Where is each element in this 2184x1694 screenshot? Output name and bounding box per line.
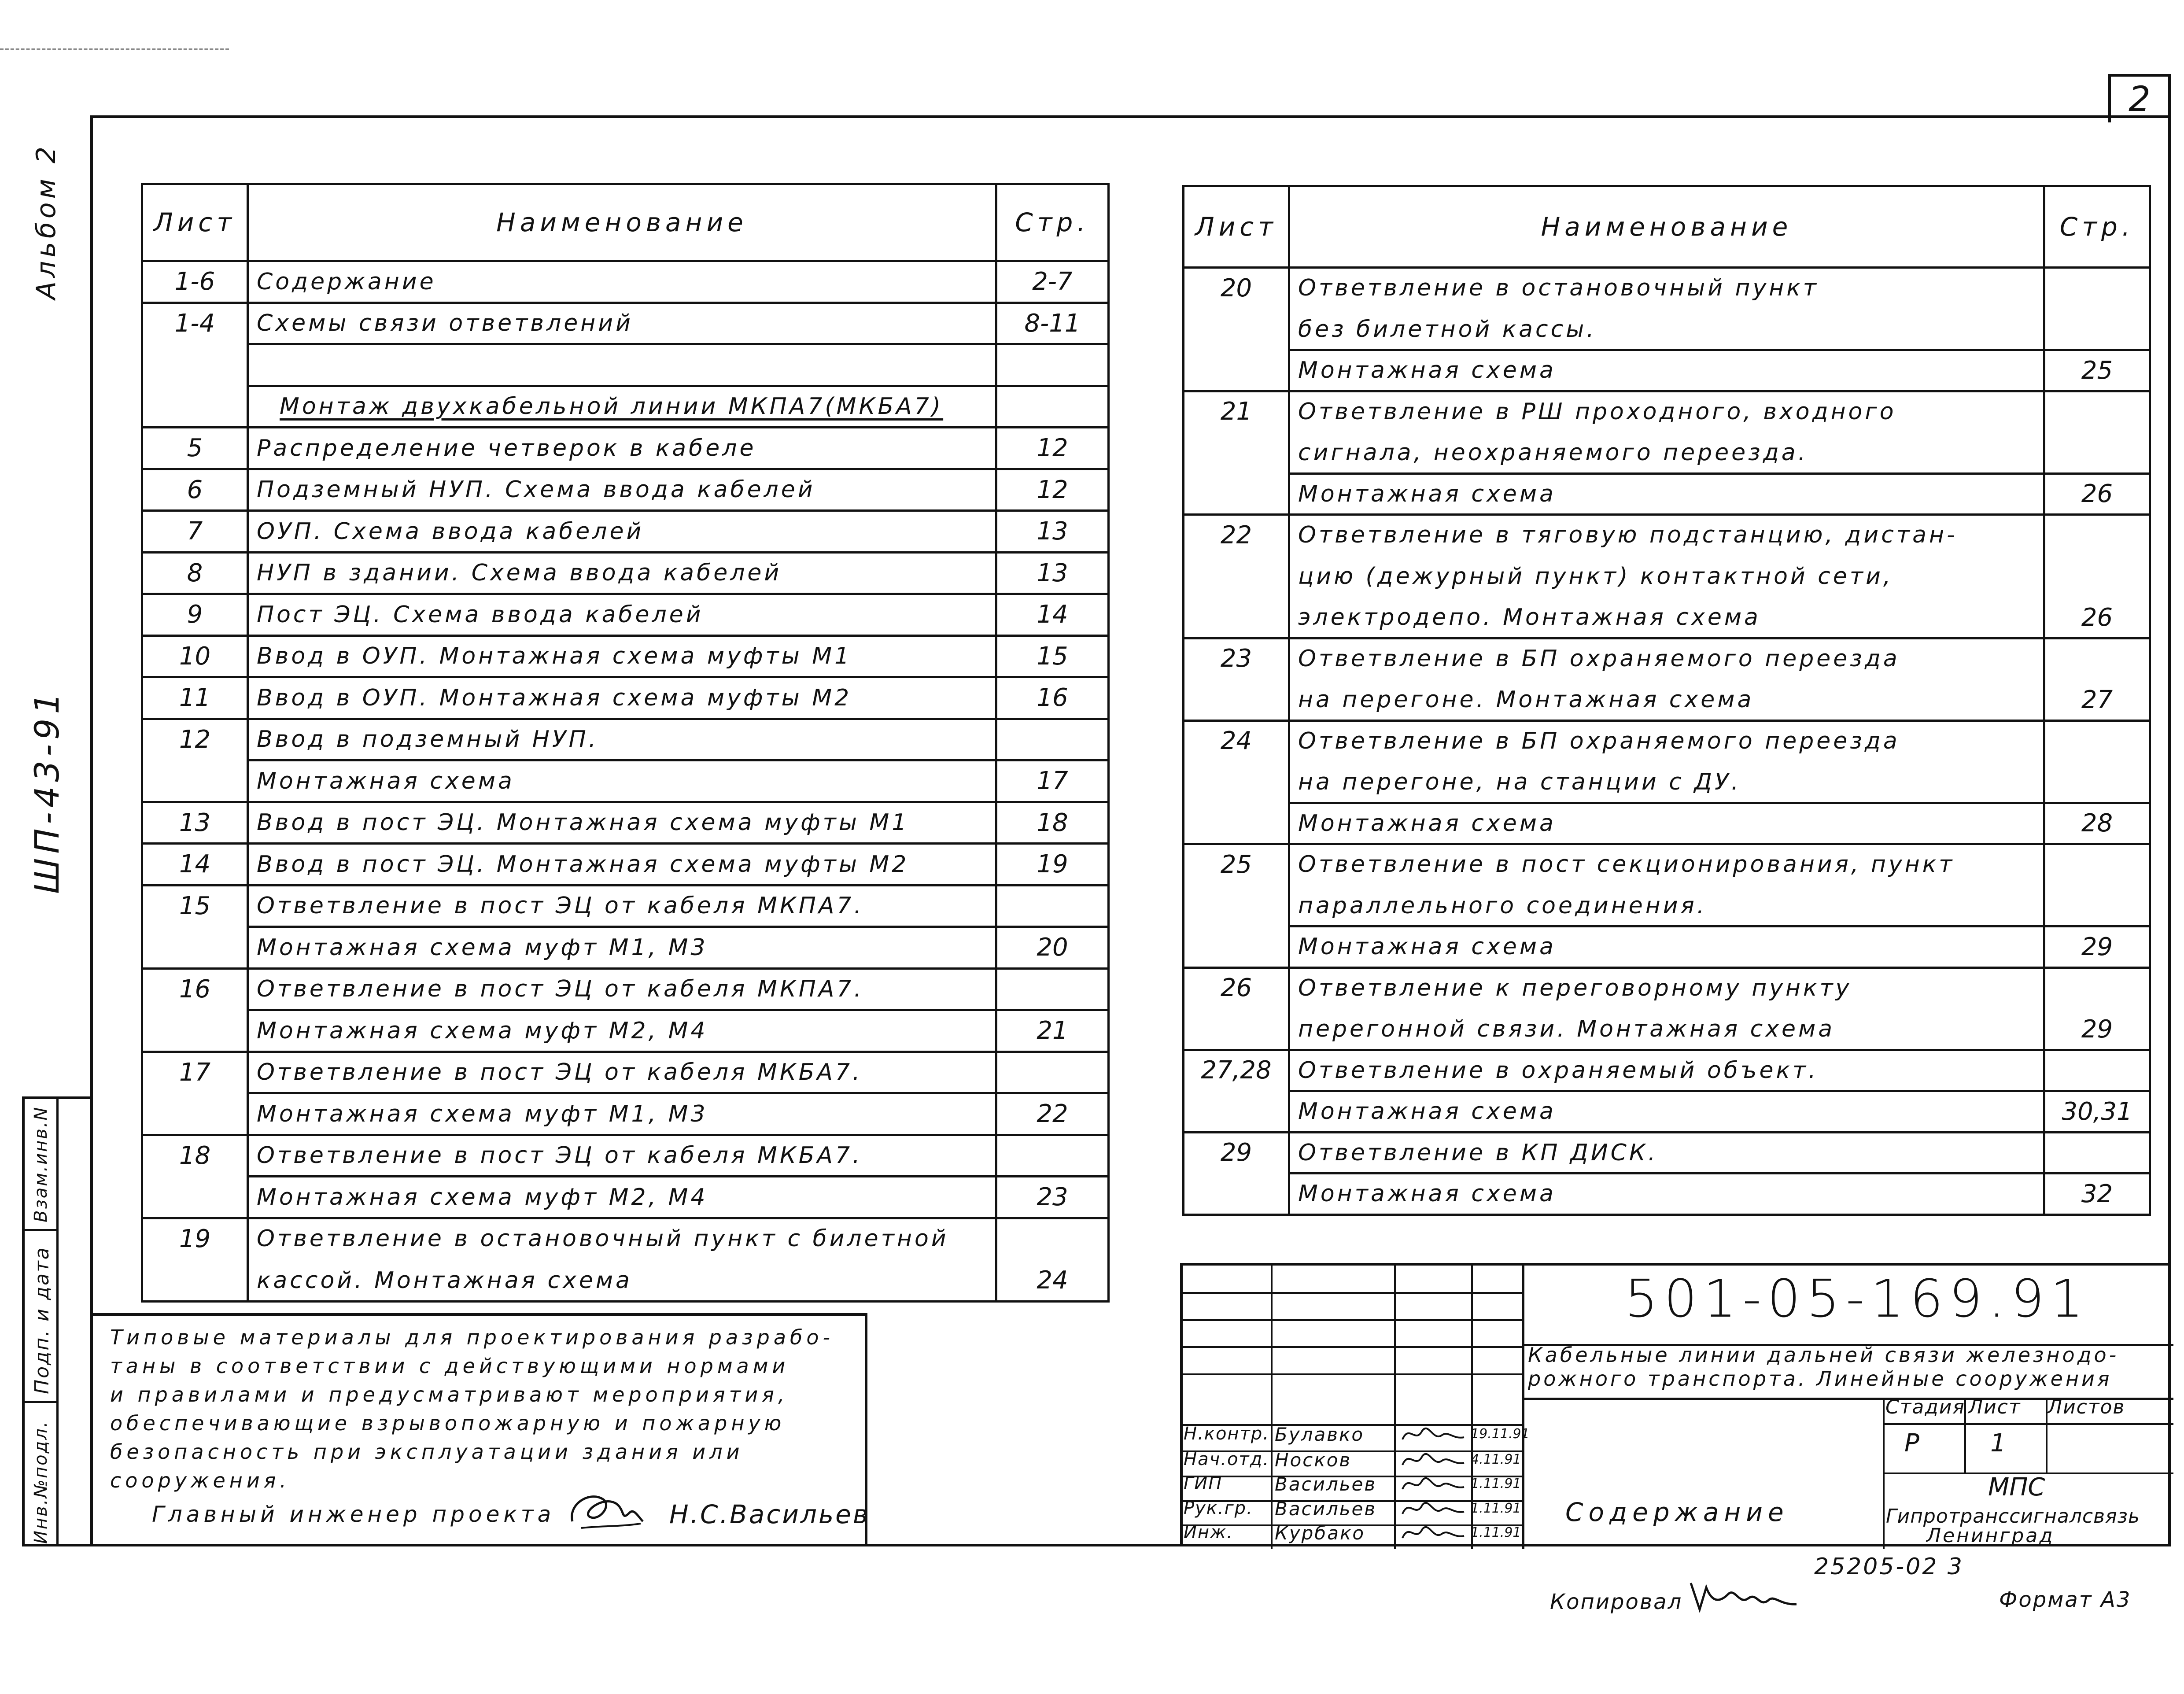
page-number-cell (996, 386, 1109, 428)
title-cell: Монтажная схема (1289, 1174, 2044, 1215)
col-sheet-header: Лист (1184, 186, 1289, 268)
page-number-cell: 12 (996, 469, 1109, 511)
org-institute: Гипротранссигналсвязь (1886, 1505, 2140, 1528)
table-row (142, 1093, 1109, 1135)
page-number-cell (2044, 391, 2150, 432)
signature-date: 19.11.91 (1471, 1426, 1530, 1442)
sheet-number-cell: 17 (142, 1052, 248, 1093)
page-number-cell (2044, 515, 2150, 556)
page-number-cell: 2-7 (996, 261, 1109, 303)
title-cell: электродепо. Монтажная схема (1289, 597, 2044, 638)
sheet-title: Содержание (1565, 1497, 1789, 1527)
title-cell: цию (дежурный пункт) контактной сети, (1289, 556, 2044, 597)
sheet-number-cell: 20 (1184, 268, 1289, 309)
handwritten-signature (1398, 1447, 1468, 1472)
table-row (142, 1052, 1109, 1093)
sheet-number-cell: 12 (142, 719, 248, 760)
sheet-number-cell: 19 (142, 1218, 248, 1260)
sheet-number-cell (1184, 1009, 1289, 1050)
grid-line (1183, 1346, 1522, 1348)
title-cell: Монтажная схема (1289, 473, 2044, 515)
handwritten-signature (1398, 1521, 1468, 1545)
table-row (142, 552, 1109, 594)
signature-role: Н.контр. (1184, 1424, 1269, 1444)
scan-artifact (0, 48, 229, 50)
title-cell: Ответвление в РШ проходного, входного (1289, 391, 2044, 432)
sheet-number-cell (1184, 1091, 1289, 1133)
table-row (1184, 844, 2150, 886)
handwritten-signature (1398, 1422, 1468, 1447)
table-row (142, 1218, 1109, 1260)
sheet-number-cell: 5 (142, 428, 248, 469)
sheet-number-cell: 22 (1184, 515, 1289, 556)
page-number-cell: 25 (2044, 350, 2150, 391)
table-row (142, 469, 1109, 511)
table-row (142, 885, 1109, 927)
page-number-cell: 18 (996, 802, 1109, 844)
title-cell: Ответвление в БП охраняемого переезда (1289, 720, 2044, 762)
page-number-cell: 21 (996, 1010, 1109, 1052)
table-row (142, 1135, 1109, 1177)
table-row (142, 635, 1109, 677)
col-page-header: Стр. (996, 184, 1109, 261)
table-row (142, 594, 1109, 636)
grid-line (1271, 1266, 1273, 1549)
table-row (1184, 309, 2150, 350)
contents-table-left (141, 183, 1110, 1303)
page-number-cell: 12 (996, 428, 1109, 469)
page-number-cell (2044, 432, 2150, 474)
title-cell: кассой. Монтажная схема (248, 1260, 996, 1302)
handwritten-signature (1398, 1496, 1468, 1521)
title-cell: Ввод в пост ЭЦ. Монтажная схема муфты М2 (248, 844, 996, 886)
handwritten-signature (1398, 1472, 1468, 1496)
title-cell: Ответвление в тяговую подстанцию, дистан- (1289, 515, 2044, 556)
note-line: сооружения. (110, 1469, 291, 1492)
section-heading: Монтаж двухкабельной линии МКПА7(МКБА7) (248, 386, 996, 428)
copied-label: Копировал (1550, 1590, 1683, 1614)
title-cell: Ввод в ОУП. Монтажная схема муфты М2 (248, 677, 996, 719)
table-row (1184, 967, 2150, 1009)
title-cell (248, 344, 996, 386)
sheet-number-cell (142, 1093, 248, 1135)
sheet-number-cell (1184, 309, 1289, 350)
sheet-number-cell: 8 (142, 552, 248, 594)
title-cell: Ввод в подземный НУП. (248, 719, 996, 760)
signature-role: Рук.гр. (1184, 1498, 1253, 1518)
page-number-cell (2044, 268, 2150, 309)
grid-line (1183, 1373, 1522, 1375)
contents-table-right (1182, 185, 2151, 1216)
title-cell: Монтажная схема муфт М1, М3 (248, 927, 996, 969)
signature-date: 1.11.91 (1471, 1525, 1521, 1540)
page-number-cell (996, 885, 1109, 927)
signature-date: 1.11.91 (1471, 1501, 1521, 1516)
signature-name: Курбако (1275, 1522, 1365, 1544)
page-number-cell: 16 (996, 677, 1109, 719)
sheet-label: Лист (1968, 1396, 2021, 1418)
table-row (142, 303, 1109, 344)
signature-date: 4.11.91 (1471, 1452, 1521, 1467)
title-cell: параллельного соединения. (1289, 885, 2044, 926)
title-cell: Пост ЭЦ. Схема ввода кабелей (248, 594, 996, 636)
sheet-number-cell: 14 (142, 844, 248, 886)
title-cell: перегонной связи. Монтажная схема (1289, 1009, 2044, 1050)
stage-label: Стадия (1885, 1396, 1965, 1418)
note-line: обеспечивающие взрывопожарную и пожарную (110, 1411, 786, 1435)
page-number-cell (2044, 967, 2150, 1009)
series-label: ШП-43-91 (27, 688, 66, 894)
table-row (1184, 638, 2150, 679)
page-number-cell (2044, 556, 2150, 597)
page-number-cell: 27 (2044, 679, 2150, 721)
table-row (142, 428, 1109, 469)
signer-name: Н.С.Васильев (669, 1499, 870, 1529)
page-number-cell (2044, 720, 2150, 762)
page-number-cell (996, 344, 1109, 386)
sheet-number-cell: 16 (142, 968, 248, 1010)
table-row (142, 719, 1109, 760)
sheet-number-cell: 13 (142, 802, 248, 844)
grid-line (1394, 1266, 1396, 1549)
title-cell: Монтажная схема муфт М1, М3 (248, 1093, 996, 1135)
table-row (142, 760, 1109, 802)
sheet-number-cell (1184, 679, 1289, 721)
title-cell: Монтажная схема (1289, 1091, 2044, 1133)
page-number-cell: 13 (996, 552, 1109, 594)
title-cell: ОУП. Схема ввода кабелей (248, 511, 996, 553)
title-cell: Ответвление в БП охраняемого переезда (1289, 638, 2044, 679)
sheet-number-cell (142, 927, 248, 969)
grid-line (1183, 1292, 1522, 1294)
table-row (142, 1260, 1109, 1302)
signature-name: Васильев (1275, 1498, 1377, 1520)
table-row (142, 927, 1109, 969)
sheet-number-cell: 10 (142, 635, 248, 677)
table-row (1184, 597, 2150, 638)
page-number-cell: 14 (996, 594, 1109, 636)
title-cell: Ответвление в пост секционирования, пункт (1289, 844, 2044, 886)
sheet-number-cell: 7 (142, 511, 248, 553)
sheet-number-cell: 27,28 (1184, 1050, 1289, 1091)
page-number-cell (996, 1052, 1109, 1093)
sheet-number-cell (1184, 597, 1289, 638)
title-cell: Подземный НУП. Схема ввода кабелей (248, 469, 996, 511)
title-cell: Монтажная схема (1289, 350, 2044, 391)
page-number-cell: 28 (2044, 803, 2150, 844)
page-number-cell (2044, 638, 2150, 679)
sheet-value: 1 (1990, 1429, 2006, 1458)
side-inv-label: Инв.№подл. (31, 1420, 51, 1544)
org-city: Ленинград (1926, 1524, 2055, 1547)
sheet-number-cell (142, 1177, 248, 1218)
sheet-number-cell (1184, 803, 1289, 844)
page-number-cell: 30,31 (2044, 1091, 2150, 1133)
page-number-cell: 29 (2044, 1009, 2150, 1050)
sheets-label: Листов (2048, 1396, 2125, 1418)
page-number-cell (2044, 844, 2150, 886)
table-row (1184, 1009, 2150, 1050)
table-row (142, 386, 1109, 428)
page-number-cell: 8-11 (996, 303, 1109, 344)
col-sheet-header: Лист (142, 184, 248, 261)
note-line: таны в соответствии с действующими нормами (110, 1354, 789, 1378)
signature-name: Булавко (1275, 1424, 1365, 1445)
sheet-number-cell: 23 (1184, 638, 1289, 679)
sheet-number-cell (142, 386, 248, 428)
table-row (1184, 432, 2150, 474)
table-row (142, 802, 1109, 844)
copier-signature (1686, 1574, 1801, 1618)
page-number-cell (2044, 762, 2150, 803)
sheet-number-cell (1184, 556, 1289, 597)
page-number-cell (996, 719, 1109, 760)
sheet-number-box (2108, 74, 2171, 122)
title-cell: Ответвление в пост ЭЦ от кабеля МКБА7. (248, 1052, 996, 1093)
grid-line (1522, 1266, 1524, 1549)
title-cell: Ответвление в остановочный пункт с билетной (248, 1218, 996, 1260)
page-number-cell: 24 (996, 1260, 1109, 1302)
title-cell: Монтажная схема муфт М2, М4 (248, 1010, 996, 1052)
page-number-cell: 19 (996, 844, 1109, 886)
note-line: и правилами и предусматривают мероприятия, (110, 1383, 789, 1406)
title-cell: Ответвление в пост ЭЦ от кабеля МКПА7. (248, 968, 996, 1010)
page-number-cell: 23 (996, 1177, 1109, 1218)
signer-title: Главный инженер проекта (152, 1502, 555, 1527)
sheet-number-cell: 29 (1184, 1132, 1289, 1174)
page-number-cell: 13 (996, 511, 1109, 553)
sheet-number-cell: 24 (1184, 720, 1289, 762)
table-row (142, 344, 1109, 386)
table-row (1184, 885, 2150, 926)
page-number-cell: 26 (2044, 597, 2150, 638)
table-row (142, 511, 1109, 553)
sheet-number-cell: 6 (142, 469, 248, 511)
sheet-number-cell (1184, 473, 1289, 515)
sheet-number-cell: 21 (1184, 391, 1289, 432)
document-title-line1: Кабельные линии дальней связи железнодо- (1528, 1343, 2119, 1367)
title-cell: Ввод в ОУП. Монтажная схема муфты М1 (248, 635, 996, 677)
signature-role: Инж. (1184, 1522, 1233, 1543)
table-row (1184, 268, 2150, 309)
sheet-number-cell: 9 (142, 594, 248, 636)
sheet-number-cell (1184, 926, 1289, 968)
note-line: безопасность при эксплуатации здания или (110, 1440, 744, 1464)
title-cell: Ввод в пост ЭЦ. Монтажная схема муфты М1 (248, 802, 996, 844)
sheet-number-cell (142, 1260, 248, 1302)
title-cell: сигнала, неохраняемого переезда. (1289, 432, 2044, 474)
sheet-number-cell: 15 (142, 885, 248, 927)
title-cell: Монтажная схема муфт М2, М4 (248, 1177, 996, 1218)
table-row (1184, 515, 2150, 556)
sheet-number-cell: 25 (1184, 844, 1289, 886)
page-number-cell (2044, 309, 2150, 350)
title-cell: Монтажная схема (1289, 803, 2044, 844)
side-vzam-label: Взам.инв.N (31, 1106, 51, 1222)
table-row (1184, 720, 2150, 762)
table-row (1184, 762, 2150, 803)
sheet-number-cell: 11 (142, 677, 248, 719)
sheet-number-cell (142, 344, 248, 386)
chief-engineer-signature (564, 1486, 647, 1535)
col-name-header: Наименование (248, 184, 996, 261)
sheet-number-cell (142, 760, 248, 802)
table-row (142, 1177, 1109, 1218)
signature-role: ГИП (1184, 1473, 1223, 1494)
page-number-cell (996, 968, 1109, 1010)
title-cell: Ответвление к переговорному пункту (1289, 967, 2044, 1009)
table-row (1184, 350, 2150, 391)
page-number-cell: 29 (2044, 926, 2150, 968)
table-row (1184, 803, 2150, 844)
page-number-cell: 26 (2044, 473, 2150, 515)
table-row (142, 677, 1109, 719)
sheet-number-cell: 1-6 (142, 261, 248, 303)
title-cell: без билетной кассы. (1289, 309, 2044, 350)
title-cell: на перегоне. Монтажная схема (1289, 679, 2044, 721)
sheet-number-cell (1184, 885, 1289, 926)
side-stamp-divider (56, 1099, 59, 1544)
page-number-cell: 20 (996, 927, 1109, 969)
col-name-header: Наименование (1289, 186, 2044, 268)
title-cell: Схемы связи ответвлений (248, 303, 996, 344)
title-cell: Ответвление в остановочный пункт (1289, 268, 2044, 309)
table-row (1184, 473, 2150, 515)
title-cell: на перегоне, на станции с ДУ. (1289, 762, 2044, 803)
table-row (142, 1010, 1109, 1052)
sheet-number-cell (1184, 762, 1289, 803)
sheet-number-cell: 18 (142, 1135, 248, 1177)
title-cell: НУП в здании. Схема ввода кабелей (248, 552, 996, 594)
sheet-number-cell (142, 1010, 248, 1052)
title-cell: Монтажная схема (1289, 926, 2044, 968)
sheet-number: 2 (2129, 80, 2151, 119)
side-stamp (22, 1096, 90, 1546)
page-number-cell (2044, 1132, 2150, 1174)
sheet-number-cell (1184, 350, 1289, 391)
table-row (1184, 1091, 2150, 1133)
page-number-cell (2044, 885, 2150, 926)
page-number-cell: 32 (2044, 1174, 2150, 1215)
table-row (142, 261, 1109, 303)
table-row (142, 844, 1109, 886)
page-number-cell (996, 1218, 1109, 1260)
sheet-number-cell: 1-4 (142, 303, 248, 344)
col-page-header: Стр. (2044, 186, 2150, 268)
page-number-cell: 17 (996, 760, 1109, 802)
document-code: 501-05-169.91 (1625, 1268, 2090, 1329)
title-cell: Распределение четверок в кабеле (248, 428, 996, 469)
page-number-cell: 22 (996, 1093, 1109, 1135)
org-ministry: МПС (1988, 1473, 2045, 1502)
table-row (1184, 556, 2150, 597)
stage-value: Р (1904, 1429, 1919, 1458)
signature-name: Васильев (1275, 1473, 1377, 1495)
title-cell: Ответвление в охраняемый объект. (1289, 1050, 2044, 1091)
note-line: Типовые материалы для проектирования разрабо- (110, 1325, 834, 1349)
page-number-cell: 15 (996, 635, 1109, 677)
signature-name: Носков (1275, 1449, 1352, 1471)
sheet-number-cell: 26 (1184, 967, 1289, 1009)
document-title-line2: рожного транспорта. Линейные сооружения (1528, 1367, 2112, 1391)
sheet-number-cell (1184, 432, 1289, 474)
table-row (1184, 1050, 2150, 1091)
table-row (1184, 926, 2150, 968)
title-cell: Содержание (248, 261, 996, 303)
title-cell: Монтажная схема (248, 760, 996, 802)
format-label: Формат А3 (1999, 1587, 2132, 1612)
side-podp-label: Подп. и дата (31, 1246, 53, 1394)
grid-line (1883, 1423, 2173, 1425)
table-row (1184, 1174, 2150, 1215)
title-cell: Ответвление в пост ЭЦ от кабеля МКБА7. (248, 1135, 996, 1177)
table-row (1184, 1132, 2150, 1174)
signature-role: Нач.отд. (1184, 1449, 1270, 1469)
page-number-cell (996, 1135, 1109, 1177)
page-number-cell (2044, 1050, 2150, 1091)
title-cell: Ответвление в КП ДИСК. (1289, 1132, 2044, 1174)
table-row (1184, 391, 2150, 432)
table-row (1184, 679, 2150, 721)
signature-date: 1.11.91 (1471, 1476, 1521, 1491)
title-cell: Ответвление в пост ЭЦ от кабеля МКПА7. (248, 885, 996, 927)
table-row (142, 968, 1109, 1010)
sheet-number-cell (1184, 1174, 1289, 1215)
grid-line (1183, 1319, 1522, 1321)
order-number: 25205-02 3 (1814, 1554, 1964, 1580)
album-label: Альбом 2 (31, 143, 62, 299)
